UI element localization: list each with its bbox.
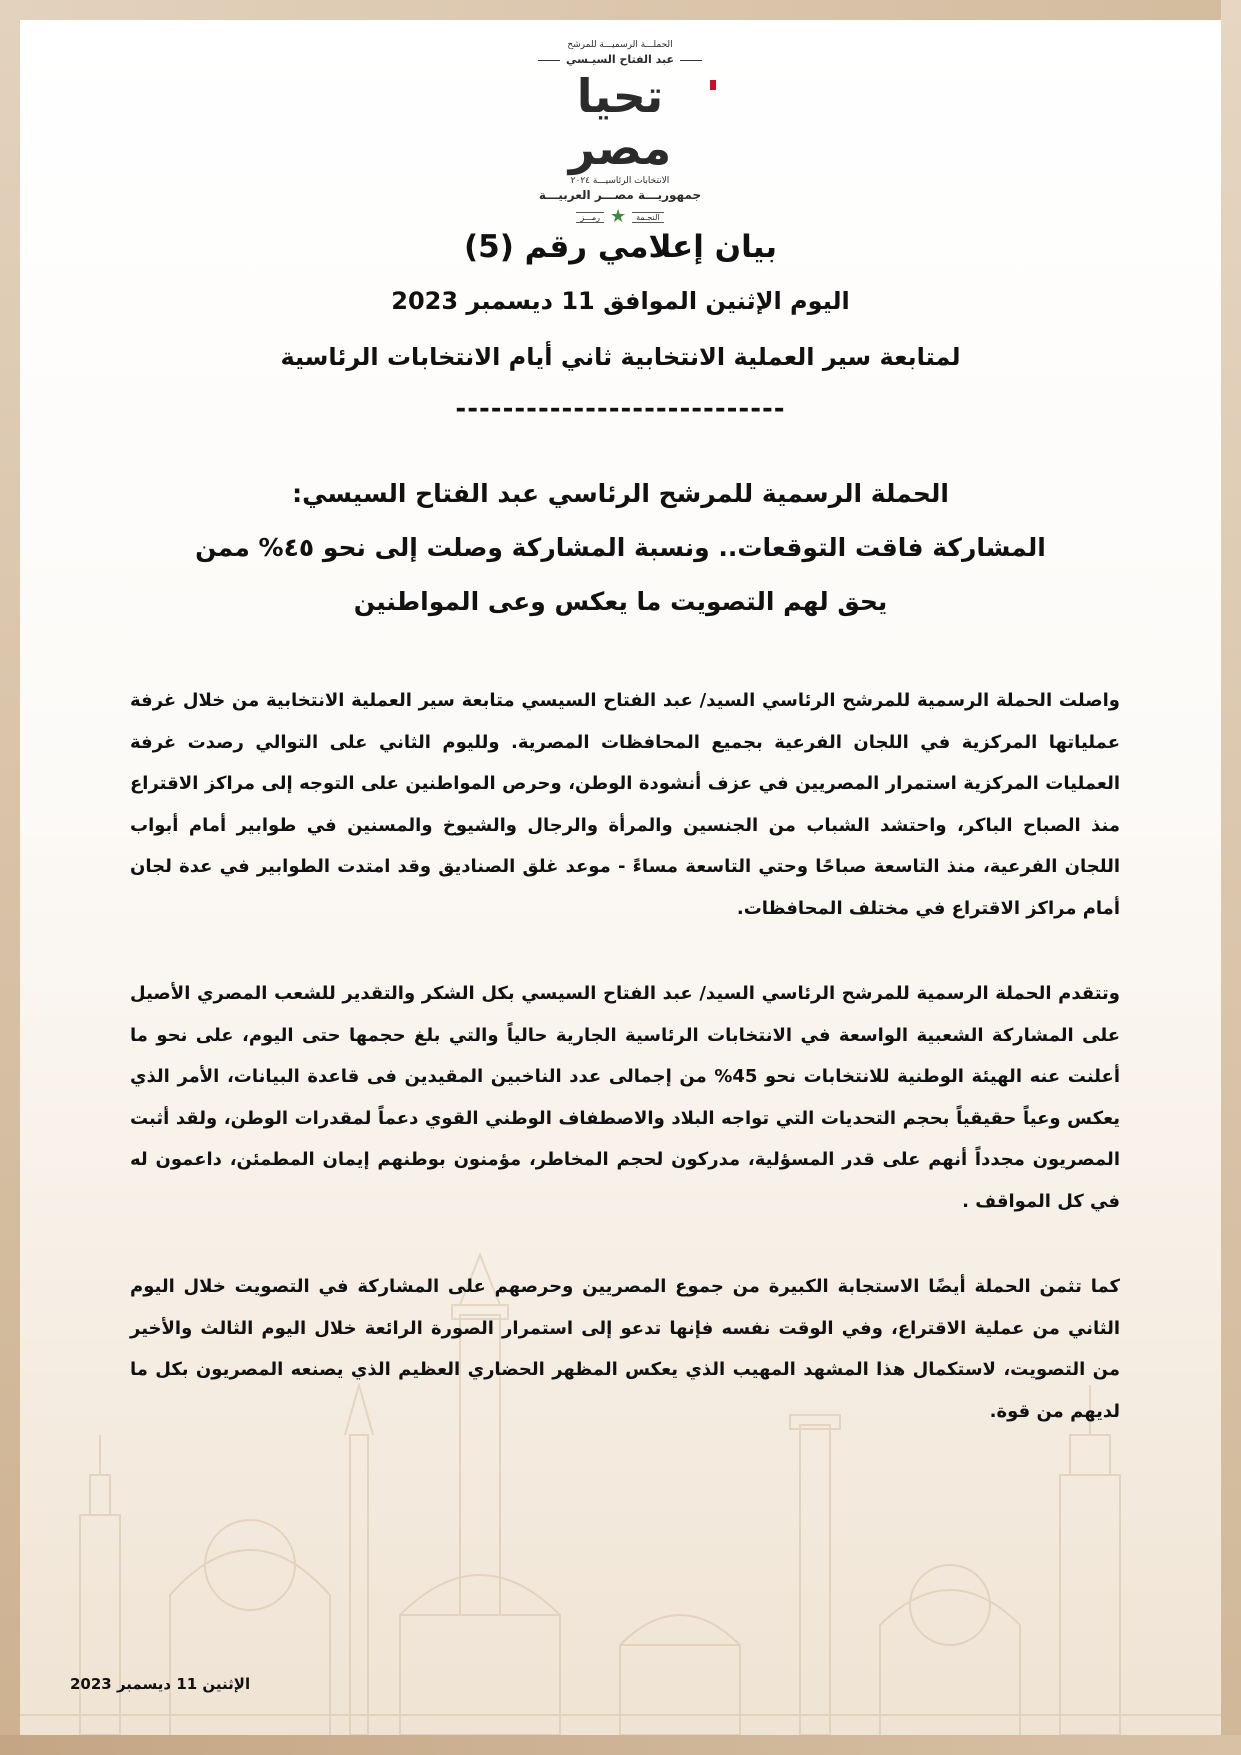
body-paragraph-2: وتتقدم الحملة الرسمية للمرشح الرئاسي السيد/ عبد الفتاح السيسي بكل الشكر والتقدير للشعب المصري الأصيل على المشاركة الشعبية الواسعة في الانتخابات الرئاسية الجارية حالياً والتي بلغ حجمها حتى اليوم، على نحو ما أعلنت عنه الهيئة الوطنية للانتخابات نحو 45% من إجمالى عدد الناخبين المقيدين فى قاعدة البيانات، الأمر الذي يعكس وعياً حقيقياً بحجم التحديات التي تواجه البلاد والاصطفاف الوطني القوي دعماً لمقدرات الوطن، ولقد أثبت المصريون مجدداً أنهم على قدر المسؤلية، مدركون لحجم المخاطر، مؤمنون بوطنهم إيمان المطمئن، داعمون له في كل المواقف . <box>130 983 1120 1212</box>
headline-line-2: المشاركة فاقت التوقعات.. ونسبة المشاركة وصلت إلى نحو ٤٥% ممن <box>195 533 1046 562</box>
headline-line-1: الحملة الرسمية للمرشح الرئاسي عبد الفتاح السيسي: <box>292 479 949 508</box>
statement-date: اليوم الإثنين الموافق 11 ديسمبر 2023 <box>391 287 850 315</box>
logo-candidate-line: عبد الفتاح السيـسي <box>520 53 720 66</box>
page-frame-bottom <box>0 1735 1241 1755</box>
body-paragraph-3: كما تثمن الحملة أيضًا الاستجابة الكبيرة من جموع المصريين وحرصهم على المشاركة في التصويت خلال اليوم الثاني من عملية الاقتراع، وفي الوقت نفسه فإنها تدعو إلى استمرار الصورة الرائعة خلال اليوم الثالث والأخير من التصويت، لاستكمال هذا المشهد المهيب الذي يعكس المظهر الحضاري العظيم الذي يصنعه المصريون بكل ما لديهم من قوة. <box>130 1276 1120 1422</box>
statement-header <box>20 225 1221 427</box>
divider-line: ---------------------------- <box>455 394 786 424</box>
page-frame-top <box>0 0 1241 20</box>
statement-title: بيان إعلامي رقم (5) <box>463 229 778 265</box>
page-frame-right <box>1221 0 1241 1755</box>
logo-tag-star: النجـمة <box>632 212 664 223</box>
statement-headline <box>80 467 1161 629</box>
logo-elections-line: الانتخابات الرئاسيـــة ٢٠٢٤ <box>570 176 670 186</box>
logo-red-mark <box>710 80 716 90</box>
logo-country-line: جمهوريـــة مصـــر العربيـــة <box>538 188 702 202</box>
campaign-logo <box>520 36 720 227</box>
logo-brand: تحيا مصر <box>520 70 720 174</box>
logo-symbol-row <box>520 208 720 226</box>
star-icon: ★ <box>609 206 627 227</box>
logo-campaign-line: الحملـــة الرسميـــة للمرشح <box>567 40 673 50</box>
page-frame-left <box>0 0 20 1755</box>
footer-date: الإثنين 11 ديسمبر 2023 <box>70 1675 251 1693</box>
statement-subtitle: لمتابعة سير العملية الانتخابية ثاني أيام الانتخابات الرئاسية <box>280 343 961 371</box>
statement-body <box>130 680 1120 1432</box>
body-paragraph-1: واصلت الحملة الرسمية للمرشح الرئاسي السيد/ عبد الفتاح السيسي متابعة سير العملية الانتخابية من خلال غرفة عملياتها المركزية في اللجان الفرعية بجميع المحافظات المصرية. ولليوم الثاني على التوالي رصدت غرفة العمليات المركزية استمرار المصريين في عزف أنشودة الوطن، وحرص المواطنين على التوجه إلى مراكز الاقتراع منذ الصباح الباكر، واحتشد الشباب من الجنسين والمرأة والرجال والشيوخ والمسنين في طوابير أمام أبواب اللجان الفرعية، منذ التاسعة صباحًا وحتي التاسعة مساءً - موعد غلق الصناديق وقد امتدت الطوابير في عدة لجان أمام مراكز الاقتراع في مختلف المحافظات. <box>130 690 1120 919</box>
headline-line-3: يحق لهم التصويت ما يعكس وعى المواطنين <box>353 587 888 616</box>
logo-tag-symbol: رمـــز <box>576 212 604 223</box>
document-page <box>20 20 1221 1735</box>
